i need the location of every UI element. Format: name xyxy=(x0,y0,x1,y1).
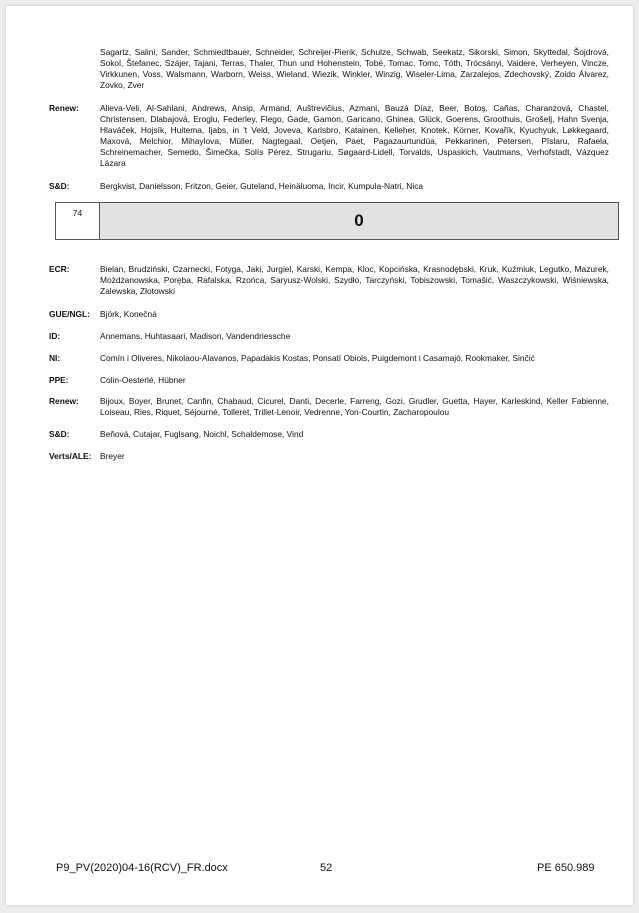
group-members: Björk, Konečná xyxy=(100,309,157,319)
group-ni xyxy=(49,353,609,364)
group-members: Breyer xyxy=(100,451,125,461)
group-label: Renew: xyxy=(49,103,79,113)
group-label: S&D: xyxy=(49,429,70,439)
group-verts-ale xyxy=(49,451,609,462)
group-label: Renew: xyxy=(49,396,79,406)
group-id xyxy=(49,331,609,342)
group-members: Beňová, Cutajar, Fuglsang, Noichl, Schaldemose, Vind xyxy=(100,429,304,439)
group-label: PPE: xyxy=(49,375,69,385)
group-ppe xyxy=(49,375,609,386)
vote-number: 74 xyxy=(56,203,100,239)
group-label: S&D: xyxy=(49,181,70,191)
group-label: Verts/ALE: xyxy=(49,451,92,461)
group-members: Alieva-Veli, Al-Sahlani, Andrews, Ansip, Armand, Auštrevičius, Azmani, Bauzá Díaz, Beer, Botoş, Cañas, Charanzová, Chastel, Christensen, Dlabajová, Eroglu, Federley, Flego, Gade, Gamon, Garicano, Ghinea, Glück, Goerens, Groothuis, Grošelj, Hahn Svenja, Hlaváček, Hojsík, Huitema, Ijabs, in 't Veld, Joveva, Karlsbro, Katainen, Kelleher, Knotek, Körner, Kovařík, Kyuchyuk, Løkkegaard, Maxová, Melchior, Mihaylova, Müller, Nagtegaal, Oetjen, Paet, Pagazaurtundúa, Pekkarinen, Petersen, Pîslaru, Rafaela, Schreinemacher, Semedo, Šimečka, Solís Pérez, Strugariu, Søgaard-Lidell, Torvalds, Uspaskich, Vautmans, Verhofstadt, Vázquez Lázara xyxy=(100,103,609,168)
group-members: Bijoux, Boyer, Brunet, Canfin, Chabaud, Cicurel, Danti, Decerle, Farreng, Gozi, Grudler, Guetta, Hayer, Karleskind, Keller Fabienne, Loiseau, Ries, Riquet, Séjourné, Tolleret, Trillet-Lenoir, Vedrenne, Yon-Courtin, Zacharopoulou xyxy=(100,396,609,417)
group-sd xyxy=(49,181,609,192)
group-renew xyxy=(49,103,609,169)
group-label xyxy=(49,47,100,91)
group-members: Bielan, Brudziński, Czarnecki, Fotyga, Jaki, Jurgiel, Karski, Kempa, Kloc, Kopcińska, Krasnodębski, Kruk, Kuźmiuk, Legutko, Mazurek, Możdżanowska, Poręba, Rafalska, Rzońca, Saryusz-Wolski, Szydło, Tarczyński, Tobiszowski, Tomašić, Waszczykowski, Wiśniewska, Zalewska, Złotowski xyxy=(100,264,609,296)
footer-document-name: P9_PV(2020)04-16(RCV)_FR.docx xyxy=(56,862,228,874)
group-ecr xyxy=(49,264,609,297)
group-members: Sagartz, Salini, Sander, Schmiedtbauer, Schneider, Schreijer-Pierik, Schulze, Schwab, Seekatz, Sikorski, Simon, Skyttedal, Šojdrová, Sokol, Štefanec, Szájer, Tajani, Terras, Thaler, Thun und Hohenstein, Tobé, Tomac, Tomc, Tóth, Trócsányi, Vaidere, Verheyen, Vincze, Virkkunen, Voss, Walsmann, Warborn, Weiss, Wieland, Wiezik, Winkler, Winzig, Wiseler-Lima, Zarzalejos, Zdechovský, Zoido Álvarez, Zovko, Zver xyxy=(100,47,609,90)
group-gue-ngl xyxy=(49,309,609,320)
footer-reference: PE 650.989 xyxy=(537,862,595,874)
group-members: Annemans, Huhtasaari, Madison, Vandendriessche xyxy=(100,331,291,341)
footer-page-number: 52 xyxy=(320,862,333,874)
group-label: NI: xyxy=(49,353,61,363)
vote-total: 0 xyxy=(100,203,618,239)
group-sd xyxy=(49,429,609,440)
group-members: Colin-Oesterlé, Hübner xyxy=(100,375,186,385)
vote-result-box xyxy=(55,202,619,240)
group-label: GUE/NGL: xyxy=(49,309,90,319)
group-label: ECR: xyxy=(49,264,70,274)
group-label: ID: xyxy=(49,331,61,341)
group-members: Comín i Oliveres, Nikolaou-Alavanos, Papadakis Kostas, Ponsatí Obiols, Puigdemont i Casamajó, Rookmaker, Sinčić xyxy=(100,353,535,363)
group-epp-continued xyxy=(49,47,609,91)
group-renew xyxy=(49,396,609,418)
group-members: Bergkvist, Danielsson, Fritzon, Geier, Guteland, Heinäluoma, Incir, Kumpula-Natri, Nica xyxy=(100,181,424,191)
